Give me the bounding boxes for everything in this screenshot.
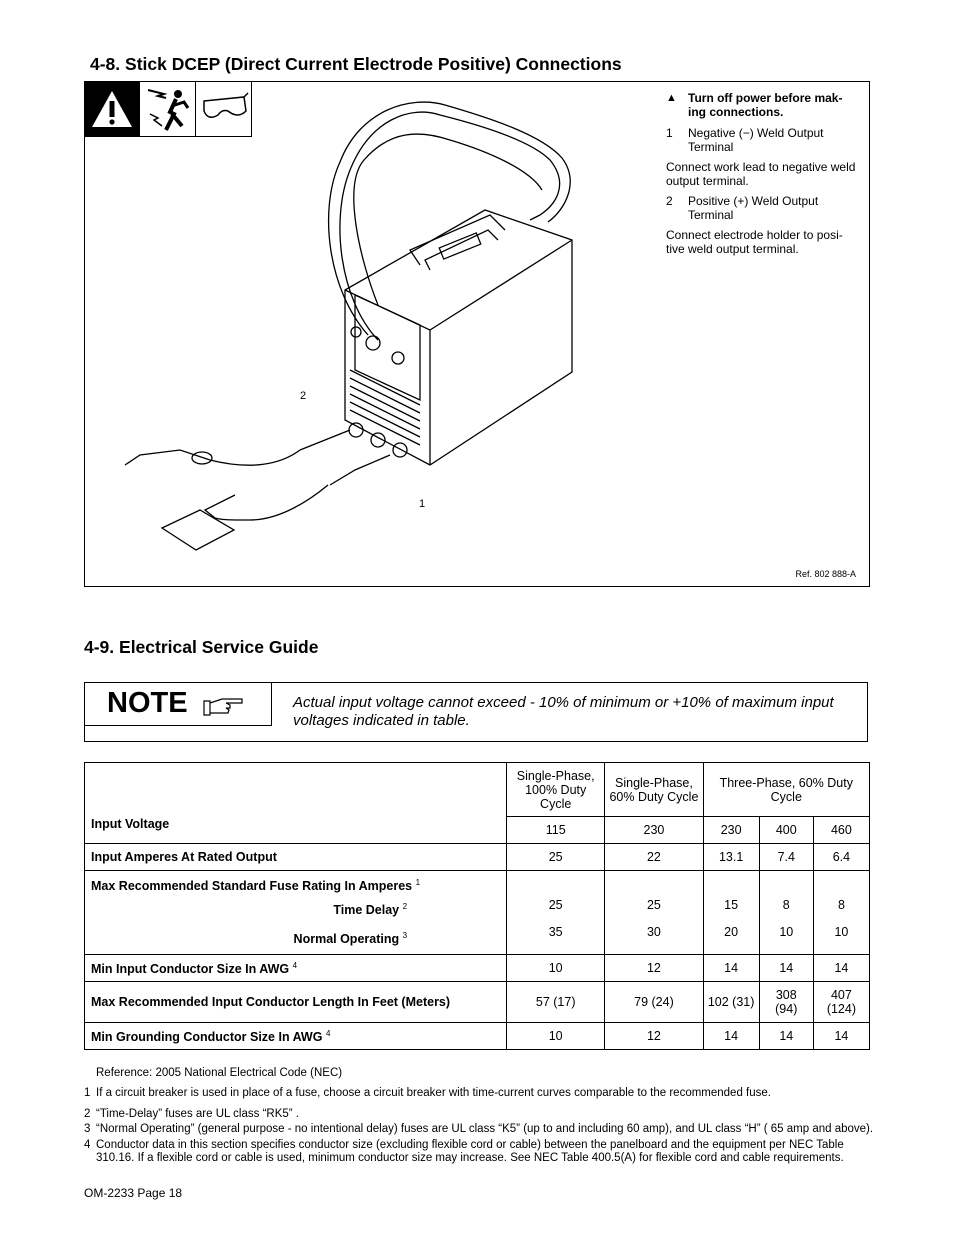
table-row [85,871,870,955]
normal-value: 35 [548,925,563,939]
footnote-item [84,1087,874,1101]
table-cell: 14 [759,955,813,982]
row-label: Min Input Conductor Size In AWG [91,962,290,977]
item-label: Positive (+) Weld Output Terminal [688,194,819,222]
callout-2: 2 [300,390,307,402]
footnote-text: Conductor data in this section specifies conductor size (excluding flexible cord or cable) between the panelboard and the equipment per NEC Table 310.16. If a flexible cord or cable is used, minimum conductor size may increase. See NEC Table 400.5(A) for flexible cord and cable requirements. [96,1138,844,1164]
col-header: Three-Phase, 60% Duty Cycle [703,763,869,817]
table-cell: 115 [507,817,605,844]
row-label: Input Amperes At Rated Output [85,844,507,871]
item-description: Connect electrode holder to posi-tive weld output terminal. [666,228,843,256]
time-delay-value: 25 [646,898,661,912]
table-cell: 10 [507,1023,605,1050]
item-description: Connect work lead to negative weld output terminal. [666,160,856,188]
list-item [666,126,856,154]
note-label: NOTE [107,687,188,719]
row-label: Max Recommended Input Conductor Length In Feet (Meters) [85,982,507,1023]
reference-note: Reference: 2005 National Electrical Code (NEC) [96,1067,343,1079]
footnote-key: 2 [84,1107,91,1120]
footnote-key: 1 [84,1087,91,1099]
row-label: Min Grounding Conductor Size In AWG [91,1030,323,1045]
table-row [85,844,870,871]
fuse-rating-cell [85,871,507,955]
footnote-marker: 2 [402,902,408,912]
table-cell: 14 [703,1023,759,1050]
normal-value: 10 [779,925,794,939]
footnote-text: If a circuit breaker is used in place of a fuse, choose a circuit breaker with time-current curves comparable to the recommended fuse. [96,1087,771,1099]
table-cell: 25 [507,844,605,871]
table-cell: 79 (24) [605,982,703,1023]
section-4-8-title: 4-8. Stick DCEP (Direct Current Electrode Positive) Connections [90,54,622,74]
col-header: Single-Phase, 100% Duty Cycle [507,763,605,817]
list-item [666,194,856,222]
warning-line [666,91,856,119]
item-number: 1 [666,126,673,140]
instructions-panel [666,91,856,262]
welder-connection-illustration [110,100,610,560]
table-cell: 230 [703,817,759,844]
table-cell: 12 [605,1023,703,1050]
table-cell [703,871,759,955]
table-row [85,955,870,982]
table-cell: 10 [507,955,605,982]
table-cell: 400 [759,817,813,844]
warning-text: Turn off power before mak-ing connections. [688,91,843,119]
footnote-marker: 1 [415,878,421,887]
normal-value: 20 [724,925,739,939]
reference-number: Ref. 802 888-A [795,569,856,579]
warning-triangle-icon: ▲ [666,92,677,104]
table-cell: 13.1 [703,844,759,871]
note-box [84,682,868,742]
table-row [85,763,870,817]
normal-value: 10 [834,925,849,939]
table-cell: 22 [605,844,703,871]
footnote-item [84,1123,874,1137]
table-cell: 6.4 [813,844,869,871]
table-cell: 14 [759,1023,813,1050]
row-label-cell [85,1023,507,1050]
footnote-text: “Normal Operating” (general purpose - no intentional delay) fuses are UL class “K5” (up to and including 60 amp), and UL class “H” ( 65 amp and above). [96,1123,874,1135]
footnote-text: “Time-Delay” fuses are UL class “RK5” . [96,1107,299,1120]
pointing-hand-icon [202,695,244,717]
table-cell [507,871,605,955]
row-sublabel: Normal Operating [293,932,400,947]
footnote-key: 4 [84,1138,91,1151]
footnote-item [84,1108,874,1122]
col-header: Single-Phase, 60% Duty Cycle [605,763,703,817]
table-cell: 14 [703,955,759,982]
table-cell: 308 (94) [759,982,813,1023]
section-4-9-title: 4-9. Electrical Service Guide [84,637,319,657]
time-delay-value: 15 [724,898,739,912]
item-label: Negative (−) Weld Output Terminal [688,126,824,154]
normal-value: 30 [646,925,661,939]
table-cell: 14 [813,955,869,982]
table-cell [813,871,869,955]
footnote-key: 3 [84,1123,91,1135]
time-delay-value: 25 [548,898,563,912]
footnotes [84,1087,874,1166]
row-label: Max Recommended Standard Fuse Rating In Amperes [91,879,413,894]
table-cell: 407 (124) [813,982,869,1023]
table-row [85,982,870,1023]
item-number: 2 [666,194,673,208]
table-cell [759,871,813,955]
row-label-cell [85,955,507,982]
note-text: Actual input voltage cannot exceed - 10% of minimum or +10% of maximum input voltages indicated in table. [293,694,834,729]
callout-1: 1 [419,498,426,510]
footnote-marker: 3 [402,931,408,941]
time-delay-value: 8 [837,898,845,912]
footnote-marker: 4 [325,1028,331,1038]
table-cell: 460 [813,817,869,844]
table-cell: 14 [813,1023,869,1050]
footnote-marker: 4 [292,960,298,970]
table-cell: 230 [605,817,703,844]
footnote-item [84,1139,874,1166]
table-cell [605,871,703,955]
row-sublabel: Time Delay [333,903,400,918]
electrical-service-table [84,762,870,1050]
table-row [85,1023,870,1050]
table-cell: 102 (31) [703,982,759,1023]
note-label-box [85,683,272,726]
page-footer: OM-2233 Page 18 [84,1186,183,1200]
input-voltage-label: Input Voltage [85,763,507,844]
table-cell: 57 (17) [507,982,605,1023]
table-cell: 12 [605,955,703,982]
time-delay-value: 8 [782,898,790,912]
table-cell: 7.4 [759,844,813,871]
